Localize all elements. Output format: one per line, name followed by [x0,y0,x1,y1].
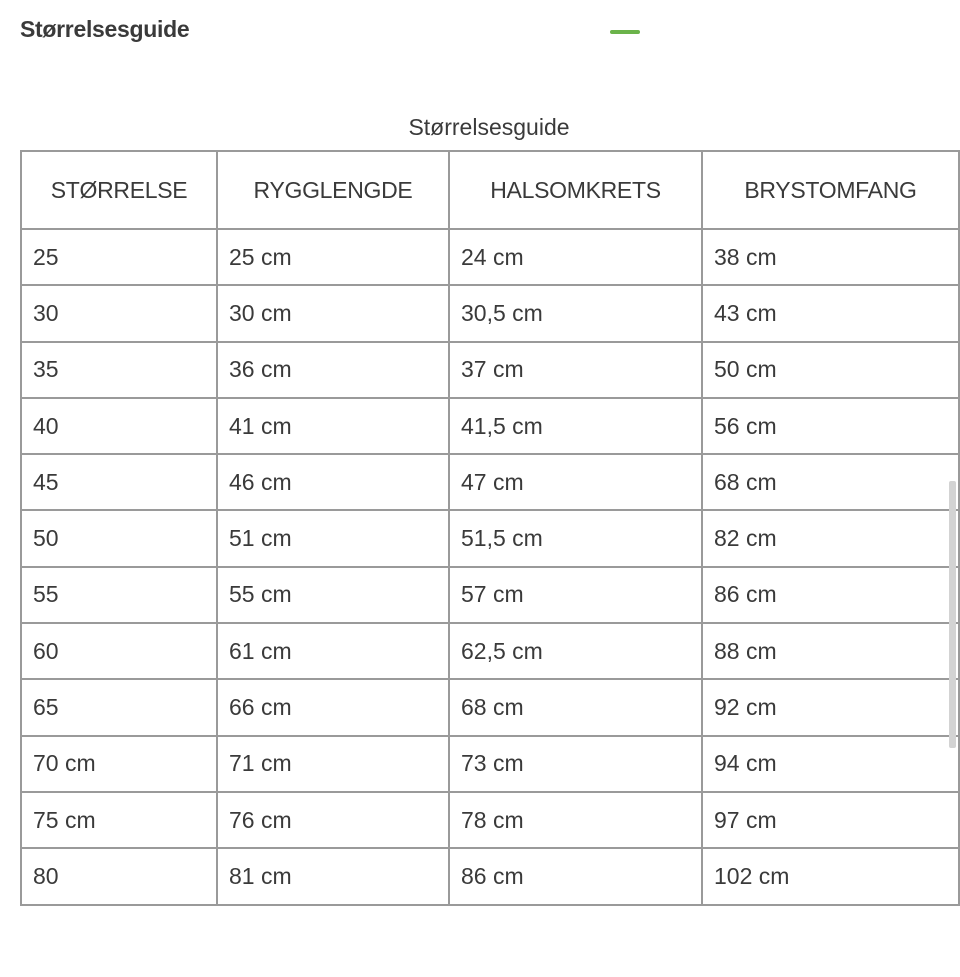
collapse-minus-icon[interactable] [610,30,640,34]
table-cell: 24 cm [449,229,702,285]
table-cell: 66 cm [217,679,449,735]
table-cell: 71 cm [217,736,449,792]
table-cell: 65 [21,679,217,735]
section-title[interactable]: Størrelsesguide [20,16,190,42]
table-cell: 30,5 cm [449,285,702,341]
table-cell: 56 cm [702,398,959,454]
column-header: STØRRELSE [21,151,217,229]
table-cell: 30 cm [217,285,449,341]
table-row [21,623,959,679]
table-cell: 38 cm [702,229,959,285]
table-cell: 80 [21,848,217,904]
table-cell: 51,5 cm [449,510,702,566]
scrollbar[interactable] [949,481,956,748]
table-cell: 47 cm [449,454,702,510]
table-cell: 45 [21,454,217,510]
table-caption: Størrelsesguide [408,114,570,140]
table-cell: 76 cm [217,792,449,848]
table-cell: 94 cm [702,736,959,792]
table-cell: 68 cm [702,454,959,510]
table-row [21,736,959,792]
table-cell: 102 cm [702,848,959,904]
table-row [21,848,959,904]
table-cell: 86 cm [702,567,959,623]
table-cell: 36 cm [217,342,449,398]
table-cell: 50 cm [702,342,959,398]
table-row [21,792,959,848]
table-cell: 50 [21,510,217,566]
table-cell: 97 cm [702,792,959,848]
table-cell: 51 cm [217,510,449,566]
table-cell: 25 [21,229,217,285]
table-cell: 55 [21,567,217,623]
table-cell: 55 cm [217,567,449,623]
table-cell: 43 cm [702,285,959,341]
table-row [21,398,959,454]
table-cell: 62,5 cm [449,623,702,679]
column-header: HALSOMKRETS [449,151,702,229]
table-cell: 60 [21,623,217,679]
table-cell: 86 cm [449,848,702,904]
table-cell: 57 cm [449,567,702,623]
table-cell: 37 cm [449,342,702,398]
table-cell: 68 cm [449,679,702,735]
table-cell: 78 cm [449,792,702,848]
table-row [21,342,959,398]
table-cell: 81 cm [217,848,449,904]
table-cell: 88 cm [702,623,959,679]
table-cell: 30 [21,285,217,341]
table-cell: 73 cm [449,736,702,792]
table-row [21,454,959,510]
table-cell: 41 cm [217,398,449,454]
table-row [21,510,959,566]
column-header: BRYSTOMFANG [702,151,959,229]
table-header-row [21,151,959,229]
table-cell: 25 cm [217,229,449,285]
table-row [21,229,959,285]
table-cell: 40 [21,398,217,454]
table-cell: 46 cm [217,454,449,510]
column-header: RYGGLENGDE [217,151,449,229]
table-cell: 75 cm [21,792,217,848]
table-cell: 92 cm [702,679,959,735]
table-cell: 61 cm [217,623,449,679]
table-cell: 82 cm [702,510,959,566]
table-row [21,679,959,735]
table-cell: 35 [21,342,217,398]
table-cell: 70 cm [21,736,217,792]
table-row [21,567,959,623]
table-row [21,285,959,341]
table-cell: 41,5 cm [449,398,702,454]
size-guide-table [20,150,960,906]
